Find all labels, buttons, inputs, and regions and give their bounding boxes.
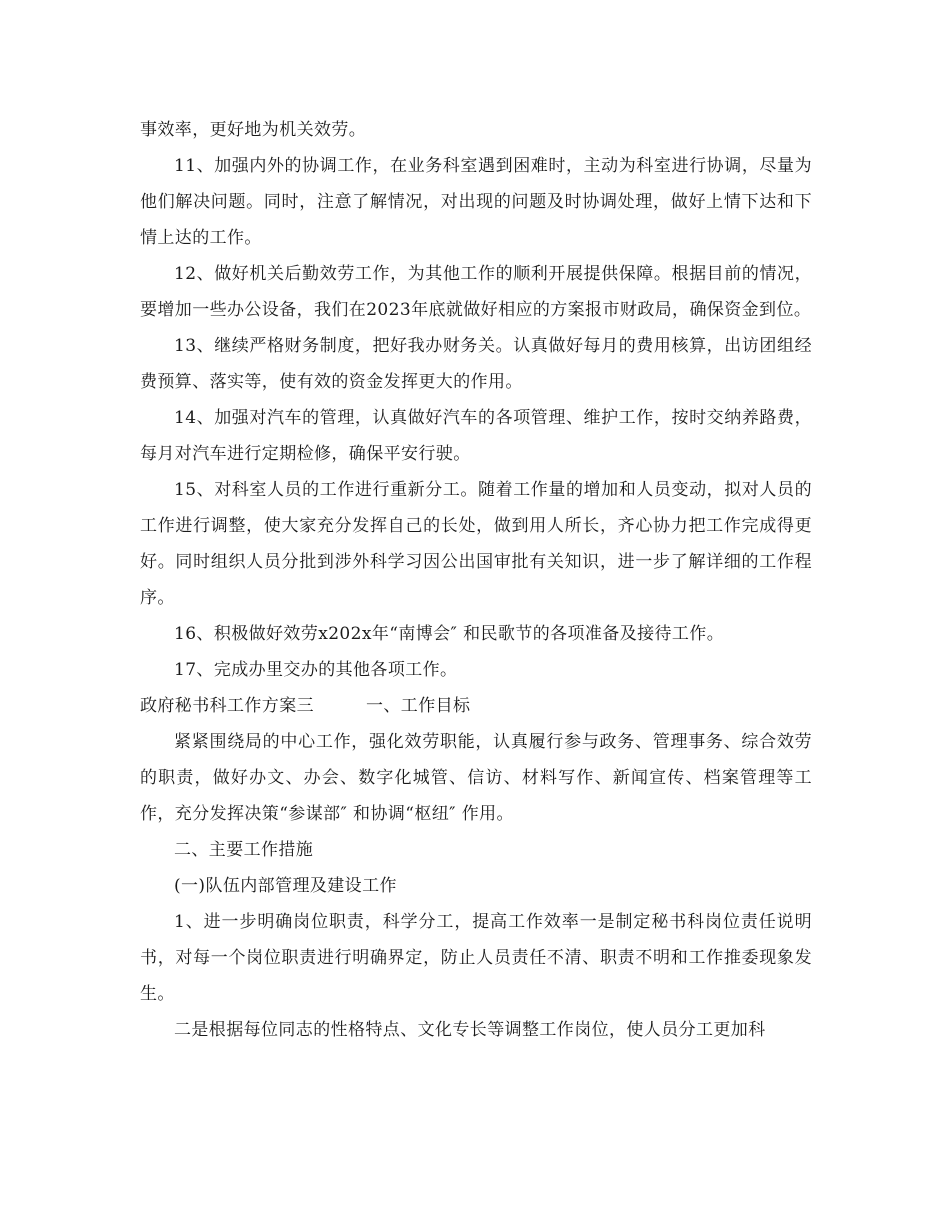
paragraph-measure-1: 1、进一步明确岗位职责，科学分工，提高工作效率一是制定秘书科岗位责任说明书，对每一个岗位职责进行明确界定，防止人员责任不清、职责不明和工作推委现象发生。 [140, 912, 812, 1004]
section-subtitle: 一、工作目标 [366, 696, 471, 716]
document-body [140, 112, 812, 1048]
section-heading [140, 688, 812, 724]
paragraph-goal: 紧紧围绕局的中心工作，强化效劳职能，认真履行参与政务、管理事务、综合效劳的职责，做好办文、办会、数字化城管、信访、材料写作、新闻宣传、档案管理等工作，充分发挥决策“参谋部″ 和协调“枢纽″ 作用。 [140, 732, 812, 824]
paragraph-item-17: 17、完成办里交办的其他各项工作。 [174, 660, 458, 680]
paragraph-item-16: 16、积极做好效劳x202x年“南博会″ 和民歌节的各项准备及接待工作。 [174, 624, 725, 644]
paragraph-measure-2: 二是根据每位同志的性格特点、文化专长等调整工作岗位，使人员分工更加科 [174, 1020, 766, 1040]
paragraph-item-13: 13、继续严格财务制度，把好我办财务关。认真做好每月的费用核算，出访团组经费预算、落实等，使有效的资金发挥更大的作用。 [140, 336, 812, 392]
paragraph-item-12: 12、做好机关后勤效劳工作，为其他工作的顺利开展提供保障。根据目前的情况，要增加一些办公设备，我们在2023年底就做好相应的方案报市财政局，确保资金到位。 [140, 264, 812, 320]
paragraph-continuation: 事效率，更好地为机关效劳。 [140, 120, 367, 140]
paragraph-item-11: 11、加强内外的协调工作，在业务科室遇到困难时，主动为科室进行协调，尽量为他们解决问题。同时，注意了解情况，对出现的问题及时协调处理，做好上情下达和下情上达的工作。 [140, 156, 812, 248]
paragraph-measures-heading: 二、主要工作措施 [174, 840, 314, 860]
paragraph-item-14: 14、加强对汽车的管理，认真做好汽车的各项管理、维护工作，按时交纳养路费，每月对汽车进行定期检修，确保平安行驶。 [140, 408, 812, 464]
section-title: 政府秘书科工作方案三 [140, 696, 314, 716]
paragraph-item-15: 15、对科室人员的工作进行重新分工。随着工作量的增加和人员变动，拟对人员的工作进行调整，使大家充分发挥自己的长处，做到用人所长，齐心协力把工作完成得更好。同时组织人员分批到涉外科学习因公出国审批有关知识，进一步了解详细的工作程序。 [140, 480, 812, 608]
paragraph-subsection-heading: (一)队伍内部管理及建设工作 [174, 876, 397, 896]
